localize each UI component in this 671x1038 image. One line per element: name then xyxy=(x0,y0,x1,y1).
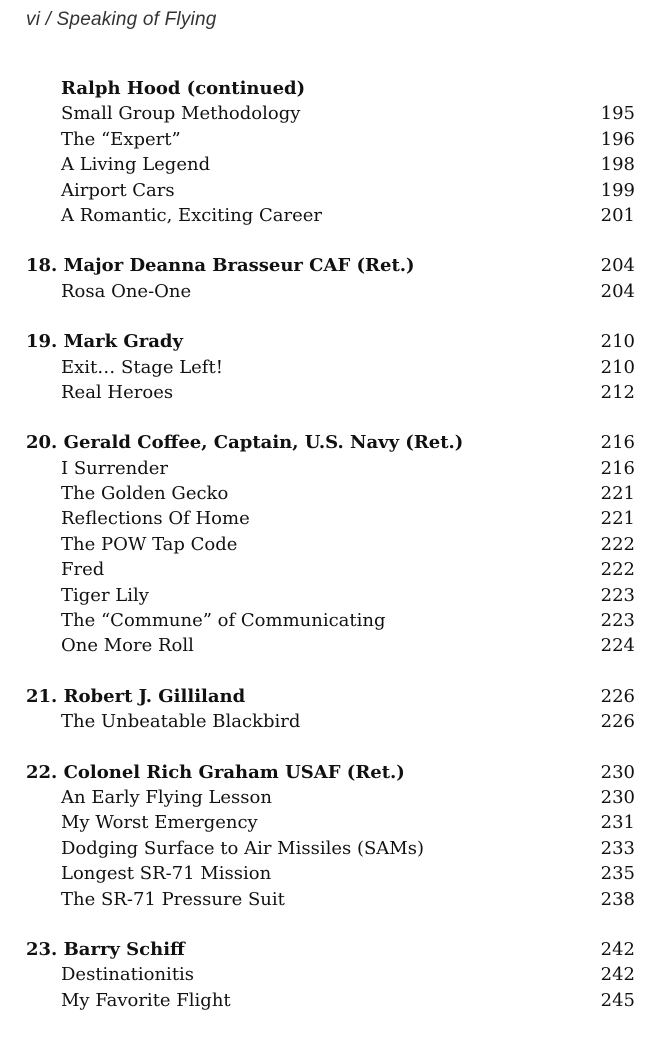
toc-entry[interactable] xyxy=(0,709,671,734)
chapter-title: 18. Major Deanna Brasseur CAF (Ret.) xyxy=(26,255,415,277)
entry-page-number: 242 xyxy=(600,964,635,986)
toc-section-chapter-21 xyxy=(0,684,671,735)
entry-page-number: 222 xyxy=(600,533,635,555)
entry-title: Dodging Surface to Air Missiles (SAMs) xyxy=(61,837,424,859)
toc-entry[interactable] xyxy=(0,456,671,481)
toc-entry[interactable] xyxy=(0,481,671,506)
entry-page-number: 210 xyxy=(600,356,635,378)
chapter-title: 19. Mark Grady xyxy=(26,331,183,353)
toc-entry[interactable] xyxy=(0,152,671,177)
toc-entry[interactable] xyxy=(0,532,671,557)
toc-entry[interactable] xyxy=(0,836,671,861)
toc-section-chapter-18 xyxy=(0,253,671,304)
toc-entry[interactable] xyxy=(0,101,671,126)
entry-page-number: 199 xyxy=(600,179,635,201)
entry-title: Small Group Methodology xyxy=(61,103,301,125)
toc-entry[interactable] xyxy=(0,127,671,152)
chapter-title: Ralph Hood (continued) xyxy=(61,78,306,99)
toc-chapter-heading[interactable] xyxy=(0,253,671,278)
entry-page-number: 223 xyxy=(600,610,635,632)
toc-entry[interactable] xyxy=(0,355,671,380)
entry-title: The “Commune” of Communicating xyxy=(61,610,386,632)
toc-entry[interactable] xyxy=(0,785,671,810)
entry-page-number: 223 xyxy=(600,584,635,606)
toc-entry[interactable] xyxy=(0,608,671,633)
entry-page-number: 245 xyxy=(600,989,635,1011)
toc-chapter-heading[interactable] xyxy=(0,430,671,455)
chapter-page-number: 210 xyxy=(600,331,635,353)
toc-section-chapter-23 xyxy=(0,937,671,1013)
chapter-title: 22. Colonel Rich Graham USAF (Ret.) xyxy=(26,761,405,783)
entry-title: Rosa One-One xyxy=(61,280,192,302)
entry-title: The SR-71 Pressure Suit xyxy=(61,888,285,910)
entry-title: A Romantic, Exciting Career xyxy=(61,204,322,226)
toc-section-chapter-19 xyxy=(0,329,671,405)
entry-page-number: 201 xyxy=(600,204,635,226)
entry-page-number: 212 xyxy=(600,381,635,403)
entry-page-number: 233 xyxy=(600,837,635,859)
toc-entry[interactable] xyxy=(0,506,671,531)
chapter-page-number: 230 xyxy=(600,761,635,783)
toc-entry[interactable] xyxy=(0,861,671,886)
entry-page-number: 221 xyxy=(600,508,635,530)
entry-title: Exit… Stage Left! xyxy=(61,356,223,378)
toc-entry[interactable] xyxy=(0,633,671,658)
entry-page-number: 230 xyxy=(600,786,635,808)
entry-title: An Early Flying Lesson xyxy=(61,786,272,808)
chapter-page-number: 242 xyxy=(600,938,635,960)
entry-title: My Favorite Flight xyxy=(61,989,231,1011)
entry-page-number: 198 xyxy=(600,154,635,176)
entry-title: I Surrender xyxy=(61,457,168,479)
toc-section-chapter-22 xyxy=(0,760,671,912)
entry-title: Destinationitis xyxy=(61,964,195,986)
entry-page-number: 235 xyxy=(600,863,635,885)
entry-title: Longest SR-71 Mission xyxy=(61,863,272,885)
entry-title: Real Heroes xyxy=(61,381,174,403)
entry-title: A Living Legend xyxy=(61,154,211,176)
toc-entry[interactable] xyxy=(0,380,671,405)
chapter-title: 20. Gerald Coffee, Captain, U.S. Navy (Ret.) xyxy=(26,432,464,454)
toc-chapter-heading[interactable] xyxy=(0,937,671,962)
chapter-page-number: 204 xyxy=(600,255,635,277)
toc-section-chapter-20 xyxy=(0,430,671,659)
entry-page-number: 222 xyxy=(600,559,635,581)
toc-entry[interactable] xyxy=(0,887,671,912)
entry-page-number: 224 xyxy=(600,635,635,657)
toc-chapter-heading[interactable] xyxy=(0,76,671,101)
entry-page-number: 196 xyxy=(600,128,635,150)
toc-entry[interactable] xyxy=(0,557,671,582)
toc-entry[interactable] xyxy=(0,203,671,228)
chapter-page-number: 226 xyxy=(600,685,635,707)
toc-entry[interactable] xyxy=(0,962,671,987)
entry-title: The “Expert” xyxy=(61,128,181,150)
entry-page-number: 231 xyxy=(600,812,635,834)
running-head: vi / Speaking of Flying xyxy=(26,9,217,30)
entry-title: One More Roll xyxy=(61,635,194,657)
entry-title: The POW Tap Code xyxy=(61,533,238,555)
toc-entry[interactable] xyxy=(0,583,671,608)
chapter-title: 21. Robert J. Gilliland xyxy=(26,685,246,707)
table-of-contents xyxy=(0,76,671,1038)
entry-page-number: 221 xyxy=(600,483,635,505)
toc-section-ralph-hood xyxy=(0,76,671,228)
entry-page-number: 216 xyxy=(600,457,635,479)
chapter-page-number: 216 xyxy=(600,432,635,454)
entry-title: Reflections Of Home xyxy=(61,508,250,530)
entry-page-number: 204 xyxy=(600,280,635,302)
entry-title: Airport Cars xyxy=(61,179,175,201)
toc-entry[interactable] xyxy=(0,279,671,304)
toc-chapter-heading[interactable] xyxy=(0,329,671,354)
entry-title: Tiger Lily xyxy=(61,584,149,606)
entry-page-number: 226 xyxy=(600,711,635,733)
toc-entry[interactable] xyxy=(0,988,671,1013)
entry-title: Fred xyxy=(61,559,105,581)
entry-title: The Unbeatable Blackbird xyxy=(61,711,301,733)
toc-entry[interactable] xyxy=(0,810,671,835)
toc-chapter-heading[interactable] xyxy=(0,684,671,709)
toc-chapter-heading[interactable] xyxy=(0,760,671,785)
entry-page-number: 195 xyxy=(600,103,635,125)
entry-page-number: 238 xyxy=(600,888,635,910)
toc-entry[interactable] xyxy=(0,178,671,203)
entry-title: The Golden Gecko xyxy=(61,483,229,505)
chapter-title: 23. Barry Schiff xyxy=(26,938,185,960)
entry-title: My Worst Emergency xyxy=(61,812,258,834)
